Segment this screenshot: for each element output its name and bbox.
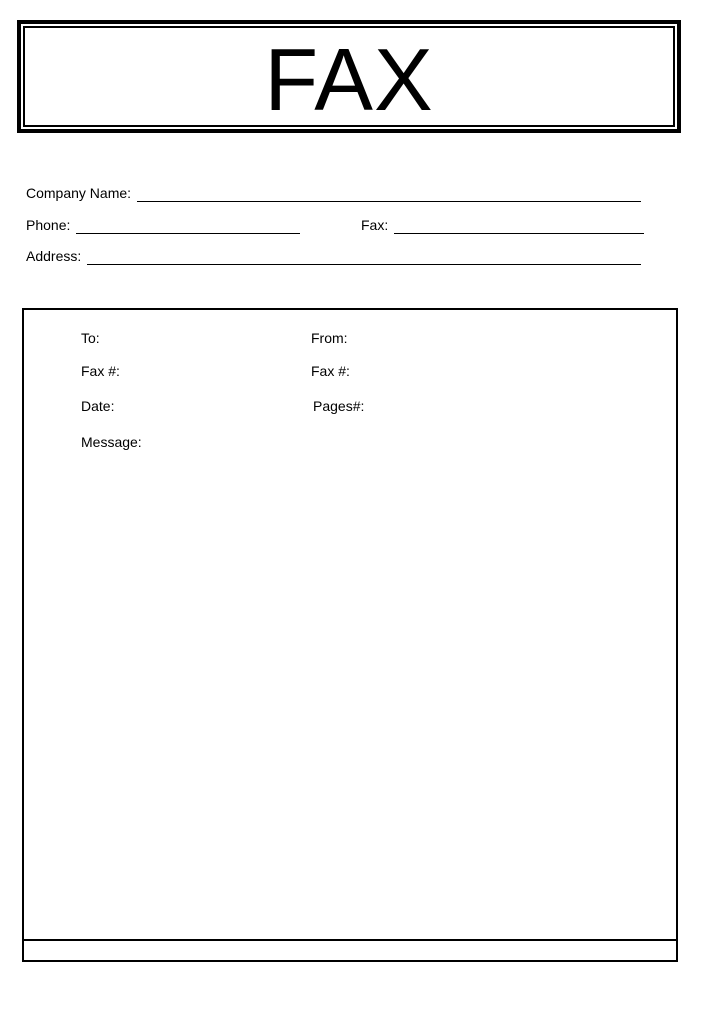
from-label: From: xyxy=(311,330,348,346)
fax-field[interactable] xyxy=(394,219,644,234)
date-label: Date: xyxy=(81,398,115,414)
fax-banner xyxy=(17,20,681,133)
fax-title: FAX xyxy=(264,29,434,129)
footer-strip xyxy=(24,941,676,960)
message-field[interactable] xyxy=(81,455,656,920)
phone-field[interactable] xyxy=(76,219,300,234)
fax-label: Fax: xyxy=(361,217,389,233)
company-name-label: Company Name: xyxy=(26,185,132,201)
address-label: Address: xyxy=(26,248,82,264)
fax-row xyxy=(361,216,644,234)
to-label: To: xyxy=(81,330,100,346)
fax-banner-inner-frame xyxy=(23,26,675,127)
phone-label: Phone: xyxy=(26,217,71,233)
message-label: Message: xyxy=(81,434,142,450)
company-name-row xyxy=(26,184,641,202)
fax-number-from-label: Fax #: xyxy=(311,363,350,379)
address-row xyxy=(26,247,641,265)
cover-details-box xyxy=(22,308,678,962)
company-name-field[interactable] xyxy=(137,187,641,202)
address-field[interactable] xyxy=(87,250,641,265)
fax-number-to-label: Fax #: xyxy=(81,363,120,379)
pages-label: Pages#: xyxy=(313,398,365,414)
phone-row xyxy=(26,216,300,234)
